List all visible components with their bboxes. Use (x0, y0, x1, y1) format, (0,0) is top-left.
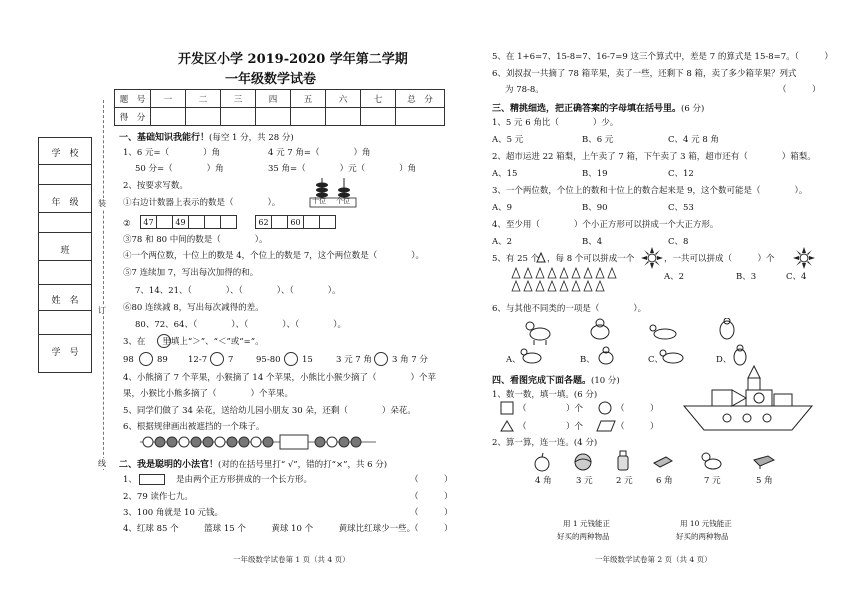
score-cell[interactable] (326, 108, 361, 126)
q1d: 35 角=（ ）元（ ）角 (268, 164, 417, 174)
judge-1-num: 1、 (123, 475, 137, 485)
eraser-icon (652, 455, 674, 469)
number-sequence-boxes (140, 215, 237, 229)
choice-option[interactable]: B、 (580, 355, 595, 365)
abacus-ones-label: 个位 (336, 197, 350, 205)
student-id-label: 学 号 (51, 348, 79, 358)
q2-6: ⑥80 连续减 8，写出每次减得的差。 (123, 303, 264, 313)
choice-option[interactable]: C、4 (786, 272, 807, 282)
price: 7 元 (704, 476, 721, 486)
choice-option[interactable]: B、19 (582, 169, 608, 179)
page-footer-right: 一年级数学试卷第 2 页（共 4 页） (595, 555, 712, 564)
number-sequence-boxes-2 (255, 215, 336, 229)
number-box[interactable] (304, 216, 320, 229)
number-box[interactable] (205, 216, 221, 229)
choice-option[interactable]: C、 (648, 355, 664, 365)
choice-4: 4、至少用（ ）个小正方形可以拼成一个大正方形。 (492, 220, 719, 230)
apple-icon (532, 452, 552, 472)
score-header-cell: 总 分 (396, 90, 445, 108)
price: 3 元 (576, 476, 593, 486)
judge-answer-bracket[interactable]: （ ） (410, 492, 453, 502)
number-box: 62 (256, 216, 272, 229)
q1a: 1、6 元=（ ）角 (123, 148, 221, 158)
triangle-icon (536, 252, 546, 263)
choice-option[interactable]: B、4 (582, 237, 603, 247)
section-2-note: (对的在括号里打“ √”，错的打“×”，共 6 分) (218, 460, 388, 470)
page-footer-left: 一年级数学试卷第 1 页（共 4 页） (233, 555, 350, 564)
compare-left: 12-7 (188, 355, 208, 365)
section-4-note: (10 分) (591, 376, 620, 386)
number-box[interactable] (272, 216, 288, 229)
compare-circle-icon[interactable] (139, 352, 153, 366)
choice-3: 3、一个两位数，个位上的数和十位上的数合起来是 9，这个数可能是（ ）。 (492, 186, 808, 196)
circle-icon (598, 401, 613, 415)
choice-2: 2、超市运进 22 箱梨，上午卖了 7 箱，下午卖了 3 箱，超市还有（ ）箱梨。 (492, 152, 816, 162)
score-cell[interactable] (151, 108, 186, 126)
judge-answer-bracket[interactable]: （ ） (778, 85, 821, 95)
number-box[interactable] (189, 216, 205, 229)
school-label: 学 校 (51, 149, 79, 159)
parallelogram-icon (596, 420, 616, 432)
number-box[interactable] (320, 216, 336, 229)
count-bracket-close[interactable]: ） (650, 422, 659, 432)
section-1-note: (每空 1 分，共 28 分) (209, 133, 294, 143)
score-header-cell: 六 (326, 90, 361, 108)
section-2-title: 二、我是聪明的小法官！ (119, 460, 219, 470)
divider (39, 184, 91, 185)
caption-1-line-2: 好买的两种物品 (557, 532, 610, 541)
score-header-cell: 一 (151, 90, 186, 108)
student-info-box (38, 137, 92, 373)
section-4-title: 四、看图完成下面各题。 (492, 376, 592, 386)
score-cell[interactable] (221, 108, 256, 126)
q6: 6、根据规律画出被遮挡的一个珠子。 (123, 422, 265, 432)
picture-2: 2、算一算，连一连。(4 分) (492, 438, 598, 448)
count-bracket-open: （ (616, 404, 625, 414)
ball-icon (572, 452, 594, 472)
judge-1: 是由两个正方形拼成的一个长方形。 (176, 475, 313, 485)
choice-option[interactable]: A、 (506, 355, 521, 365)
judge-answer-bracket[interactable]: （ ） (410, 524, 453, 534)
choice-option[interactable]: A、2 (664, 272, 685, 282)
q4: 4、小熊摘了 7 个苹果，小猴摘了 14 个苹果，小熊比小猴少摘了（ ）个苹 (123, 373, 436, 383)
compare-circle-icon[interactable] (374, 352, 388, 366)
compare-circle-icon[interactable] (284, 352, 298, 366)
q2-1: ①右边计数器上表示的数是（ ）。 (123, 198, 281, 208)
score-row-label: 得 分 (115, 108, 151, 126)
section-3-title: 三、精挑细选，把正确答案的字母填在括号里。 (492, 104, 682, 114)
exam-subtitle: 一年级数学试卷 (225, 72, 317, 87)
score-header-cell: 二 (186, 90, 221, 108)
count-bracket-close[interactable]: ） (650, 404, 659, 414)
choice-5-part-c: ，一共可以拼成（ ）个 (664, 254, 775, 264)
choice-5-part-a: 5、有 25 个 (492, 254, 540, 264)
choice-5-part-b: ，每 8 个可以拼成一个 (547, 254, 635, 264)
section-1-title: 一、基础知识我能行！ (119, 133, 210, 143)
q2-5-seq: 7、14、21、（ ）、（ ）、（ ）。 (135, 286, 341, 296)
q1b: 4 元 7 角=（ ）角 (268, 148, 371, 158)
choice-option[interactable]: B、90 (582, 203, 608, 213)
choice-6: 6、与其他不同类的一项是（ ）。 (492, 304, 647, 314)
divider (39, 212, 91, 213)
count-bracket-open: （ (616, 422, 625, 432)
score-cell[interactable] (361, 108, 396, 126)
score-header-cell: 题 号 (115, 90, 151, 108)
q4-cont: 果，小猴比小熊多摘了（ ）个苹果。 (123, 389, 294, 399)
compare-right: 7 (228, 355, 234, 365)
exam-title: 开发区小学 2019-2020 学年第二学期 (178, 52, 408, 67)
abacus-tens-label: 十位 (312, 197, 326, 205)
q2-3: ③78 和 80 中间的数是（ ）。 (123, 235, 268, 245)
price: 5 角 (756, 476, 773, 486)
score-cell[interactable] (396, 108, 445, 126)
q5: 5、同学们做了 34 朵花，送给幼儿园小朋友 30 朵，还剩（ ）朵花。 (123, 406, 416, 416)
number-box[interactable] (157, 216, 173, 229)
choice-option[interactable]: D、 (716, 355, 732, 365)
divider (39, 334, 91, 335)
sun-icon (641, 247, 663, 269)
caption-2-line-2: 好买的两种物品 (676, 532, 729, 541)
count-unit[interactable]: ）个 (566, 422, 584, 432)
caption-1-line-1: 用 1 元钱能正 (563, 519, 611, 528)
toy-dog-icon (700, 450, 724, 472)
price: 4 角 (535, 476, 552, 486)
choice-option[interactable]: A、9 (492, 203, 513, 213)
name-label: 姓 名 (51, 296, 79, 306)
judge-answer-bracket[interactable]: （ ） (410, 508, 453, 518)
q2-5: ⑤7 连续加 7，写出每次加得的和。 (123, 268, 259, 278)
q1c: 50 分=（ ）角 (135, 164, 224, 174)
judge-5: 5、在 1+6=7、15-8=7、16-7=9 这三个算式中，差是 7 的算式是 15-8=7。（ ） (492, 52, 833, 62)
binding-line (103, 100, 104, 470)
binding-label: 装 (98, 199, 106, 208)
caption-2-line-1: 用 10 元钱能正 (680, 519, 732, 528)
judge-4: 4、红球 85 个 篮球 15 个 黄球 10 个 黄球比红球少一些。 (123, 524, 416, 534)
score-cell[interactable] (291, 108, 326, 126)
compare-circle-icon[interactable] (210, 352, 224, 366)
triangle-group-icon (510, 266, 630, 294)
score-header-cell: 四 (256, 90, 291, 108)
binding-label: 线 (98, 459, 106, 468)
compare-right: 89 (157, 355, 168, 365)
divider (39, 310, 91, 311)
compare-right: 3 角 7 分 (392, 355, 428, 365)
score-cell[interactable] (256, 108, 291, 126)
triangle-shape-icon (500, 420, 515, 432)
compare-left: 98 (123, 355, 134, 365)
judge-answer-bracket[interactable]: （ ） (410, 475, 453, 485)
choice-option[interactable]: B、6 元 (582, 135, 614, 145)
square-icon (500, 401, 515, 415)
choice-option[interactable]: C、4 元 8 角 (668, 135, 719, 145)
boat-shapes-icon (682, 364, 814, 436)
q3: 3、在 里填上“＞”、“＜”或“=”。 (123, 337, 264, 347)
grade-label: 年 级 (51, 198, 79, 208)
choice-option[interactable]: A、15 (492, 169, 518, 179)
compare-circle-icon (157, 334, 171, 348)
q2-4: ④一个两位数，十位上的数是 4，个位上的数是 7，这个两位数是（ ）。 (123, 251, 424, 261)
compare-right: 15 (302, 355, 313, 365)
judge-6-cont: 为 78-8。 (505, 85, 544, 95)
q2: 2、按要求写数。 (123, 181, 188, 191)
score-cell[interactable] (186, 108, 221, 126)
q2-2-prefix: ② (123, 219, 131, 229)
pencil-box-icon (752, 454, 776, 470)
picture-1: 1、数一数，填一填。(6 分) (492, 390, 598, 400)
compare-left: 3 元 7 角 (336, 355, 372, 365)
choice-option[interactable]: A、2 (492, 237, 513, 247)
count-bracket-open: （ (518, 404, 527, 414)
score-table-score-row (115, 108, 445, 126)
count-unit[interactable]: ）个 (566, 404, 584, 414)
choice-option[interactable]: C、53 (668, 203, 694, 213)
judge-3: 3、100 角就是 10 元钱。 (123, 508, 224, 518)
score-table-header-row (115, 90, 445, 108)
binding-label: 订 (98, 306, 106, 315)
divider (39, 260, 91, 261)
price: 6 角 (656, 476, 673, 486)
judge-6: 6、刘叔叔一共摘了 78 箱苹果，卖了一些，还剩下 8 箱，卖了多少箱苹果？列式 (492, 69, 797, 79)
rectangle-figure-icon (139, 474, 165, 485)
choice-option[interactable]: A、5 元 (492, 135, 524, 145)
divider (39, 164, 91, 165)
choice-option[interactable]: B、3 (736, 272, 757, 282)
choice-option[interactable]: C、12 (668, 169, 694, 179)
number-box: 60 (288, 216, 304, 229)
price: 2 元 (616, 476, 633, 486)
number-box[interactable] (221, 216, 237, 229)
number-box: 47 (141, 216, 157, 229)
score-header-cell: 五 (291, 90, 326, 108)
divider (39, 284, 91, 285)
choice-option[interactable]: C、8 (668, 237, 689, 247)
class-label: 班 (60, 246, 70, 256)
bead-pattern-icon (140, 434, 376, 450)
score-header-cell: 三 (221, 90, 256, 108)
score-header-cell: 七 (361, 90, 396, 108)
score-table (114, 89, 445, 126)
divider (39, 232, 91, 233)
compare-left: 95-80 (256, 355, 281, 365)
q2-6-seq: 80、72、64、（ ）、（ ）、（ ）。 (135, 320, 346, 330)
bottle-icon (614, 450, 632, 472)
animal-pictures-icon (520, 318, 780, 346)
judge-2: 2、79 读作七九。 (123, 492, 193, 502)
sun-icon (793, 247, 815, 269)
count-bracket-open: （ (518, 422, 527, 432)
section-3-note: (6 分) (681, 104, 705, 114)
choice-1: 1、5 元 6 角比（ ）少。 (492, 118, 619, 128)
number-box: 49 (173, 216, 189, 229)
